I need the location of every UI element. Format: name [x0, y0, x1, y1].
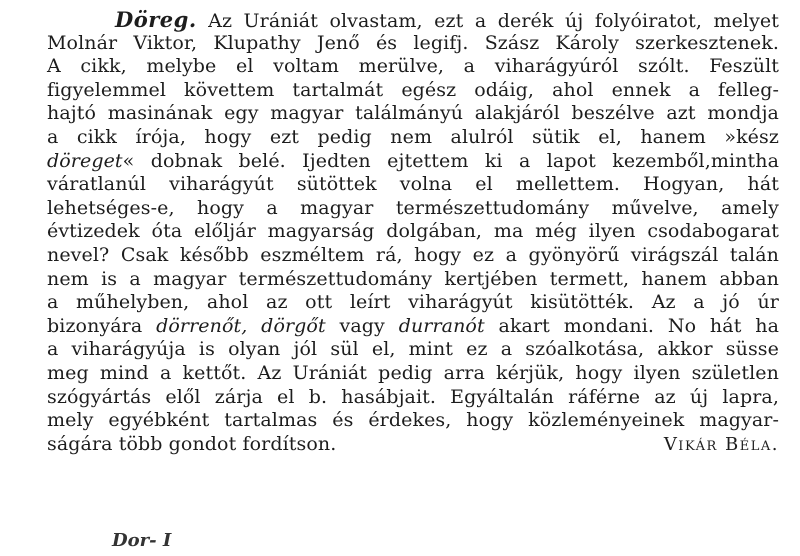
- text-run: a viharágyúja is olyan jól sül el, mint ez a szóalkotása, akkor süsse: [47, 338, 779, 361]
- text-line: [47, 32, 779, 56]
- italic-term: durranót: [398, 314, 485, 337]
- text-line: [47, 197, 779, 221]
- text-run: akart mondani. No hát ha: [484, 314, 780, 337]
- text-line: [47, 338, 779, 362]
- text-run: ságára több gondot fordítson.: [47, 432, 337, 455]
- text-line: [47, 315, 779, 339]
- text-line: [47, 79, 779, 103]
- text-line: [47, 244, 779, 268]
- text-line: [47, 55, 779, 79]
- text-run: a műhelyben, ahol az ott leírt viharágyút kisütötték. Az a jó úr: [47, 291, 779, 314]
- text-line: [47, 291, 779, 315]
- text-line: [47, 220, 779, 244]
- text-run: Molnár Viktor, Klupathy Jenő és legifj. Szász Károly szerkesztenek.: [47, 31, 779, 54]
- italic-term: döreget: [47, 149, 123, 172]
- text-line: [47, 126, 779, 150]
- text-run: vagy: [325, 314, 399, 337]
- text-run: Az Urániát olvastam, ezt a derék új folyóiratot, melyet: [208, 10, 780, 32]
- text-line: [47, 433, 779, 457]
- text-line: [47, 173, 779, 197]
- text-run: váratlanúl viharágyút sütöttek volna el mellettem. Hogyan, hát: [47, 173, 779, 196]
- text-line: [47, 102, 779, 126]
- text-run: nem is a magyar természettudomány kertjében termett, hanem abban: [47, 267, 779, 290]
- text-run: hajtó masinának egy magyar találmányú alakjáról beszélve azt mondja: [47, 102, 779, 125]
- text-run: lehetséges-e, hogy a magyar természettudomány művelve, amely: [47, 196, 779, 219]
- text-line: [47, 362, 779, 386]
- text-line: [47, 409, 779, 433]
- text-line: [47, 386, 779, 410]
- next-article-heading-partial: Dor- I: [112, 530, 172, 551]
- text-run: a cikk írója, hogy ezt pedig nem alulról sütik el, hanem »kész: [47, 125, 779, 148]
- headword: Döreg.: [115, 7, 197, 32]
- text-run: A cikk, melybe el voltam merülve, a viharágyúról szólt. Feszült: [47, 55, 779, 78]
- text-run: meg mind a kettőt. Az Urániát pedig arra kérjük, hogy ilyen születlen: [47, 361, 779, 384]
- text-run: nevel? Csak később eszméltem rá, hogy ez a gyönyörű virágszál talán: [47, 243, 779, 266]
- text-run: « dobnak belé. Ijedten ejtettem ki a lapot kezemből,mintha: [122, 149, 779, 172]
- italic-term: dörrenőt, dörgőt: [156, 314, 326, 337]
- text-line: [47, 268, 779, 292]
- author-signature: Vikár Béla.: [663, 433, 779, 455]
- article-body: [47, 8, 779, 456]
- text-run: bizonyára: [47, 314, 157, 337]
- text-run: évtizedek óta előljár magyarság dolgában, ma még ilyen csodabogarat: [47, 220, 779, 243]
- text-run: szógyártás elől zárja el b. hasábjait. Egyáltalán ráférne az új lapra,: [47, 385, 779, 408]
- text-line: [47, 8, 779, 32]
- text-line: [47, 150, 779, 174]
- text-run: mely egyébként tartalmas és érdekes, hogy közleményeinek magyar-: [47, 409, 779, 432]
- text-run: figyelemmel követtem tartalmát egész odáig, ahol ennek a felleg-: [47, 78, 779, 101]
